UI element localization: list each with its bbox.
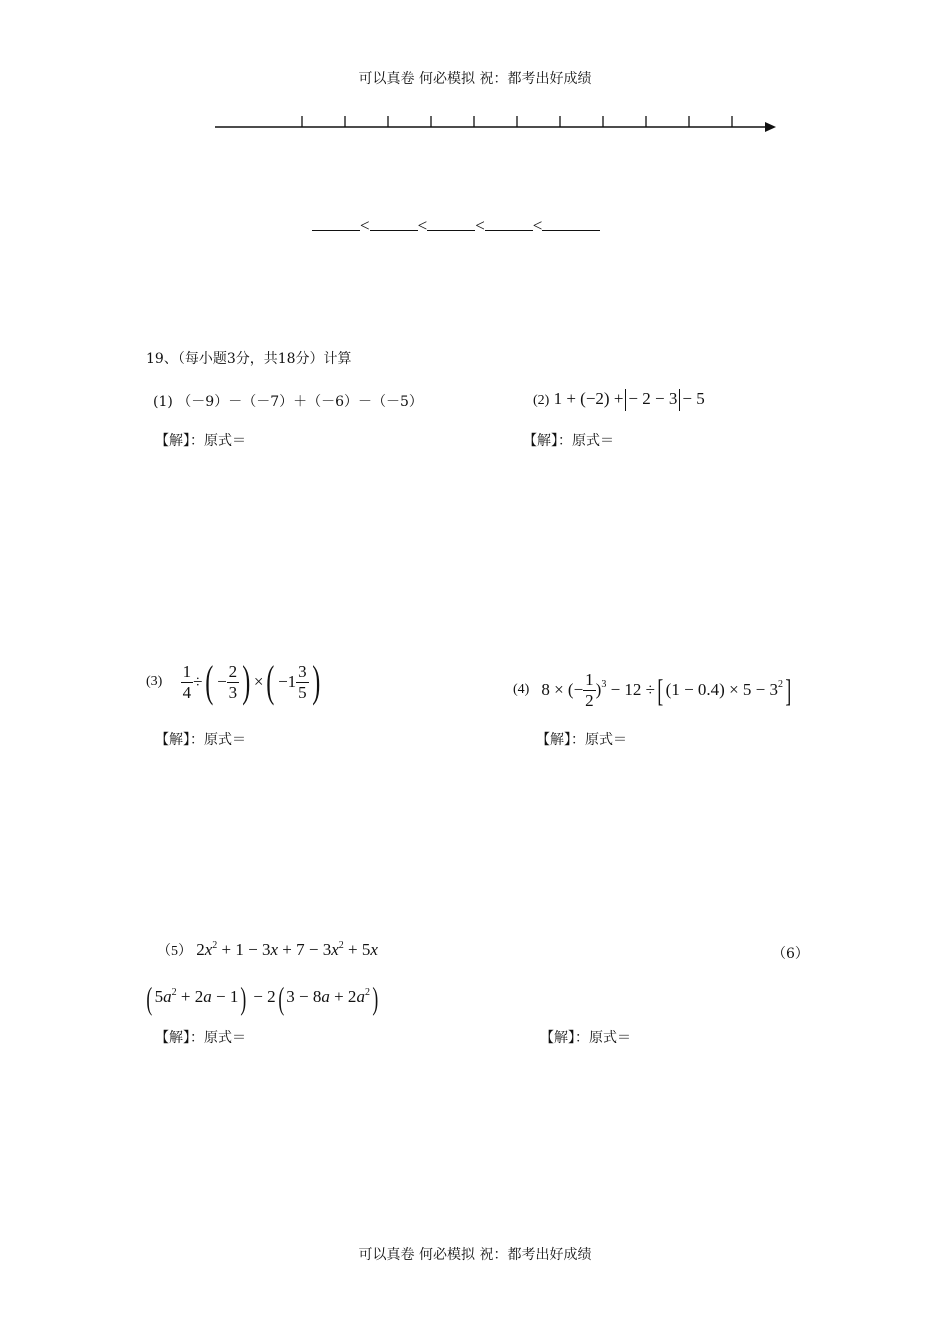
problem-5-expression: $2x^2 + 1 - 3x + 7 - 3x^2 + 5x$ bbox=[196, 940, 378, 959]
divide-sign: ÷ bbox=[193, 672, 203, 691]
number-line bbox=[210, 112, 780, 138]
problem-4-part-c: − 12 ÷ bbox=[606, 680, 656, 700]
problem-2 bbox=[533, 389, 705, 411]
less-than-sign: < bbox=[532, 216, 543, 235]
problem-4-paren: ) bbox=[595, 680, 602, 700]
bracket-close: ] bbox=[785, 672, 792, 709]
problem-6-expression: ( $5a^2 + 2a - 1) - 2$( $3 - 8a + 2a^2$) bbox=[146, 980, 379, 1016]
page-header: 可以真卷 何必模拟 祝：都考出好成绩 bbox=[358, 71, 592, 87]
bracket-open: [ bbox=[657, 672, 664, 709]
answer-label-3: 【解】：原式＝ bbox=[155, 732, 246, 748]
problem-2-part-b: − 5 bbox=[682, 389, 705, 408]
ordering-blanks bbox=[312, 216, 600, 236]
fraction-one-half: $\frac{1}{2}$ bbox=[585, 670, 594, 710]
fraction-one-quarter: $\frac{1}{4}$ bbox=[182, 661, 192, 702]
problem-1-expression: （－9）－（－7）＋（－6）－（－5） bbox=[177, 394, 423, 410]
section-title: 19、（每小题3分，共18分）计算 bbox=[146, 351, 352, 367]
problem-4 bbox=[513, 670, 794, 710]
paren-close: ) bbox=[311, 657, 321, 706]
exponent-3: 3 bbox=[601, 678, 607, 690]
ordering-blank[interactable] bbox=[370, 216, 418, 231]
problem-2-abs: − 2 − 3 bbox=[628, 389, 678, 408]
ordering-blank[interactable] bbox=[312, 216, 360, 231]
problem-5 bbox=[157, 940, 378, 960]
exponent-2: 2 bbox=[778, 678, 784, 690]
paren-close: ) bbox=[242, 657, 251, 706]
mixed-number-whole: −1 bbox=[278, 672, 297, 691]
paren-open: ( bbox=[205, 657, 214, 706]
answer-label-2: 【解】：原式＝ bbox=[523, 433, 614, 449]
paren-open: ( bbox=[266, 657, 275, 706]
times-sign: × bbox=[253, 672, 264, 691]
answer-label-1: 【解】：原式＝ bbox=[155, 433, 246, 449]
problem-4-part-a: 8 × (− bbox=[541, 680, 584, 700]
ordering-blank[interactable] bbox=[485, 216, 533, 231]
minus-sign: − bbox=[217, 672, 227, 691]
page-footer: 可以真卷 何必模拟 祝：都考出好成绩 bbox=[358, 1247, 592, 1263]
problem-3-label: (3) bbox=[146, 674, 163, 689]
problem-1 bbox=[153, 391, 423, 411]
less-than-sign: < bbox=[475, 216, 485, 235]
problem-6-label: （6） bbox=[772, 946, 809, 962]
answer-label-5: 【解】：原式＝ bbox=[155, 1030, 246, 1046]
problem-2-label: (2) bbox=[533, 393, 550, 408]
problem-1-label: (1) bbox=[153, 394, 173, 410]
answer-label-6: 【解】：原式＝ bbox=[540, 1030, 631, 1046]
ordering-blank[interactable] bbox=[542, 216, 600, 231]
problem-5-label: （5） bbox=[157, 944, 192, 959]
answer-label-4: 【解】：原式＝ bbox=[536, 732, 627, 748]
number-line-arrow bbox=[765, 122, 776, 132]
less-than-sign: < bbox=[360, 216, 370, 235]
problem-2-part-a: 1 + (−2) + bbox=[553, 389, 624, 408]
ordering-blank[interactable] bbox=[427, 216, 475, 231]
fraction-three-fifths: $\frac{3}{5}$ bbox=[298, 661, 307, 702]
problem-4-label: (4) bbox=[513, 682, 530, 698]
abs-bar-right bbox=[679, 389, 680, 411]
fraction-two-thirds: $\frac{2}{3}$ bbox=[228, 661, 238, 702]
problem-3 bbox=[146, 657, 323, 706]
less-than-sign: < bbox=[417, 216, 428, 235]
problem-4-part-d: (1 − 0.4) × 5 − 3 bbox=[665, 680, 779, 700]
abs-bar-left bbox=[625, 389, 626, 411]
